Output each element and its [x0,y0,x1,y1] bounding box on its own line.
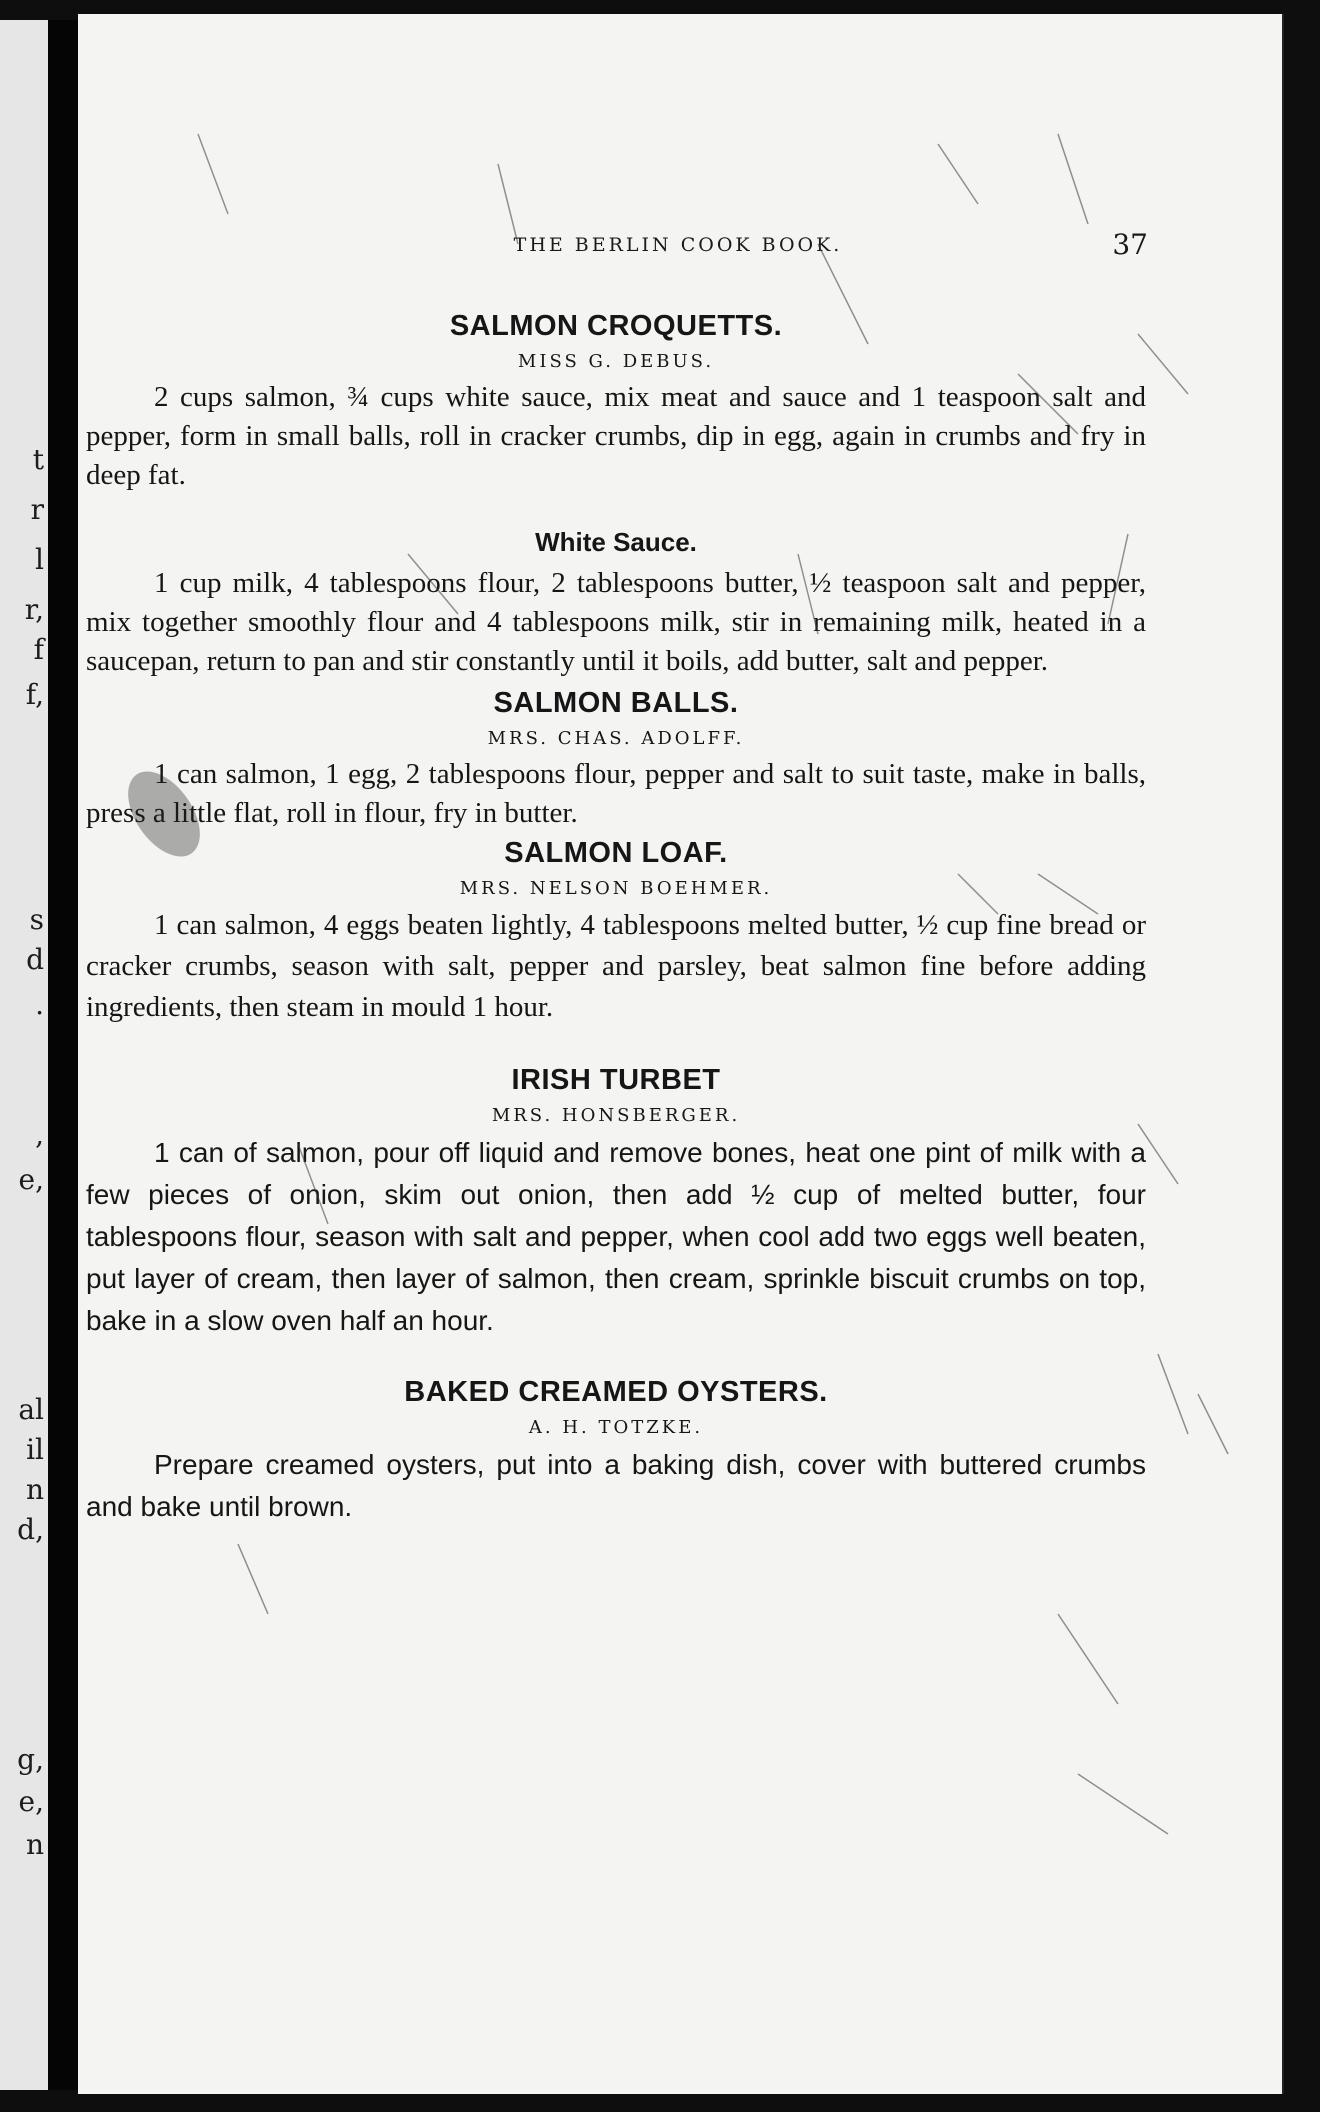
prev-fragment: r [30,493,44,526]
running-head [378,228,1148,274]
prev-fragment: f [33,633,44,666]
recipe-white-sauce [86,527,1146,681]
prev-fragment: . [35,988,44,1021]
recipe-irish-turbet [86,1064,1146,1342]
recipe-body: 2 cups salmon, ¾ cups white sauce, mix meat and sauce and 1 teaspoon salt and pepper, form in small balls, roll in cracker crumbs, dip in egg, again in crumbs and fry in deep fat. [86,381,1146,491]
prev-fragment: d, [17,1513,44,1546]
prev-fragment: n [25,1473,44,1506]
page-number: 37 [1112,228,1148,261]
prev-fragment: d [26,943,44,976]
prev-fragment: e, [18,1785,44,1818]
recipe-content [86,310,1146,1528]
recipe-author: MRS. HONSBERGER. [491,1105,741,1126]
prev-fragment: g, [17,1743,44,1776]
recipe-body: 1 can salmon, 1 egg, 2 tablespoons flour, pepper and salt to suit taste, make in balls, press a little flat, roll in flour, fry in butter. [86,758,1146,829]
recipe-body: 1 can of salmon, pour off liquid and remove bones, heat one pint of milk with a few pieces of onion, skim out onion, then add ½ cup of melted butter, four tablespoons flour, season with salt and pepper, when cool add two eggs well beaten, put layer of cream, then layer of salmon, then cream, sprinkle biscuit crumbs on top, bake in a slow oven half an hour. [86,1137,1146,1336]
running-title: THE BERLIN COOK BOOK. [513,234,843,256]
prev-fragment: e, [18,1163,44,1196]
prev-fragment: s [29,903,44,936]
recipe-body: 1 can salmon, 4 eggs beaten lightly, 4 tablespoons melted butter, ½ cup fine bread or cracker crumbs, season with salt, pepper and parsley, beat salmon fine before adding ingredients, then steam in mould 1 hour. [86,909,1146,1023]
recipe-salmon-balls [86,687,1146,833]
recipe-title: SALMON CROQUETTS. [449,310,783,342]
recipe-title: SALMON LOAF. [504,837,728,869]
prev-fragment: f, [25,678,44,711]
recipe-body: Prepare creamed oysters, put into a baking dish, cover with buttered crumbs and bake until brown. [86,1449,1146,1522]
book-gutter [48,20,78,2090]
recipe-body: 1 cup milk, 4 tablespoons flour, 2 tablespoons butter, ½ teaspoon salt and pepper, mix together smoothly flour and 4 tablespoons milk, stir in remaining milk, heated in a saucepan, return to pan and stir constantly until it boils, add butter, salt and pepper. [86,567,1146,677]
recipe-author: A. H. TOTZKE. [528,1417,704,1438]
recipe-author: MISS G. DEBUS. [517,351,715,372]
prev-fragment: al [18,1393,44,1426]
recipe-author: MRS. NELSON BOEHMER. [459,878,773,899]
recipe-salmon-croquetts [86,310,1146,495]
prev-fragment: r, [24,593,44,626]
recipe-baked-creamed-oysters [86,1376,1146,1528]
recipe-title: BAKED CREAMED OYSTERS. [404,1376,828,1408]
prev-fragment: n [25,1828,44,1861]
prev-fragment: t [32,443,44,476]
recipe-subtitle: White Sauce. [535,527,697,557]
recipe-title: SALMON BALLS. [493,687,739,719]
prev-fragment: , [35,1118,44,1151]
recipe-title: IRISH TURBET [511,1064,721,1096]
recipe-author: MRS. CHAS. ADOLFF. [487,728,745,749]
prev-fragment: l [35,543,44,576]
previous-page-edge [0,20,48,2090]
recipe-salmon-loaf [86,837,1146,1028]
prev-fragment: il [26,1433,44,1466]
